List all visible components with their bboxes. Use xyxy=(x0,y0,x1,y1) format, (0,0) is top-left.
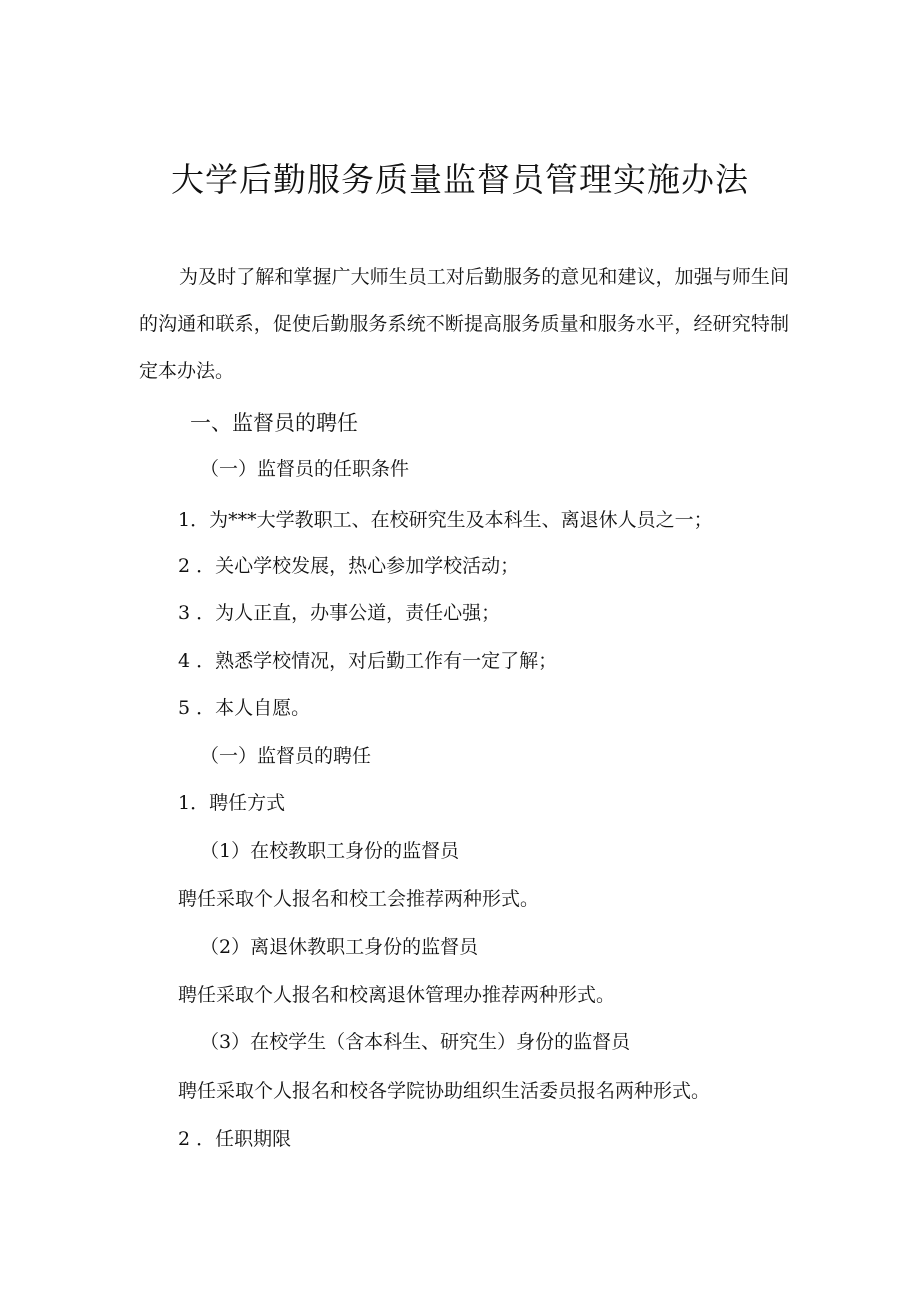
case-heading-students: （3）在校学生（含本科生、研究生）身份的监督员 xyxy=(200,1031,631,1053)
section-heading-appointment: 一、监督员的聘任 xyxy=(190,411,358,435)
qualification-item-2: 2 ．关心学校发展，热心参加学校活动； xyxy=(178,555,520,577)
qualification-item-5: 5 ．本人自愿。 xyxy=(178,697,311,719)
case-text-retired: 聘任采取个人报名和校离退休管理办推荐两种形式。 xyxy=(178,984,616,1006)
intro-paragraph: 为及时了解和掌握广大师生员工对后勤服务的意见和建议，加强与师生间的沟通和联系，促使后勤服务系统不断提高服务质量和服务水平，经研究特制定本办法。 xyxy=(139,266,789,382)
qualification-item-3: 3 ．为人正直，办事公道，责任心强； xyxy=(178,602,501,624)
qualification-item-1: 1．为***大学教职工、在校研究生及本科生、离退休人员之一； xyxy=(178,509,713,531)
subsection-heading-appointment: （一）监督员的聘任 xyxy=(200,745,372,767)
case-heading-staff: （1）在校教职工身份的监督员 xyxy=(200,840,460,862)
subsection-heading-qualifications: （一）监督员的任职条件 xyxy=(200,458,410,480)
qualification-item-4: 4 ．熟悉学校情况，对后勤工作有一定了解； xyxy=(178,650,558,672)
case-text-staff: 聘任采取个人报名和校工会推荐两种形式。 xyxy=(178,888,540,910)
term-heading: 2 ．任职期限 xyxy=(178,1128,292,1150)
case-text-students: 聘任采取个人报名和校各学院协助组织生活委员报名两种形式。 xyxy=(178,1080,711,1102)
case-heading-retired: （2）离退休教职工身份的监督员 xyxy=(200,936,479,958)
appointment-method-heading: 1．聘任方式 xyxy=(178,792,286,814)
document-title: 大学后勤服务质量监督员管理实施办法 xyxy=(171,160,749,199)
